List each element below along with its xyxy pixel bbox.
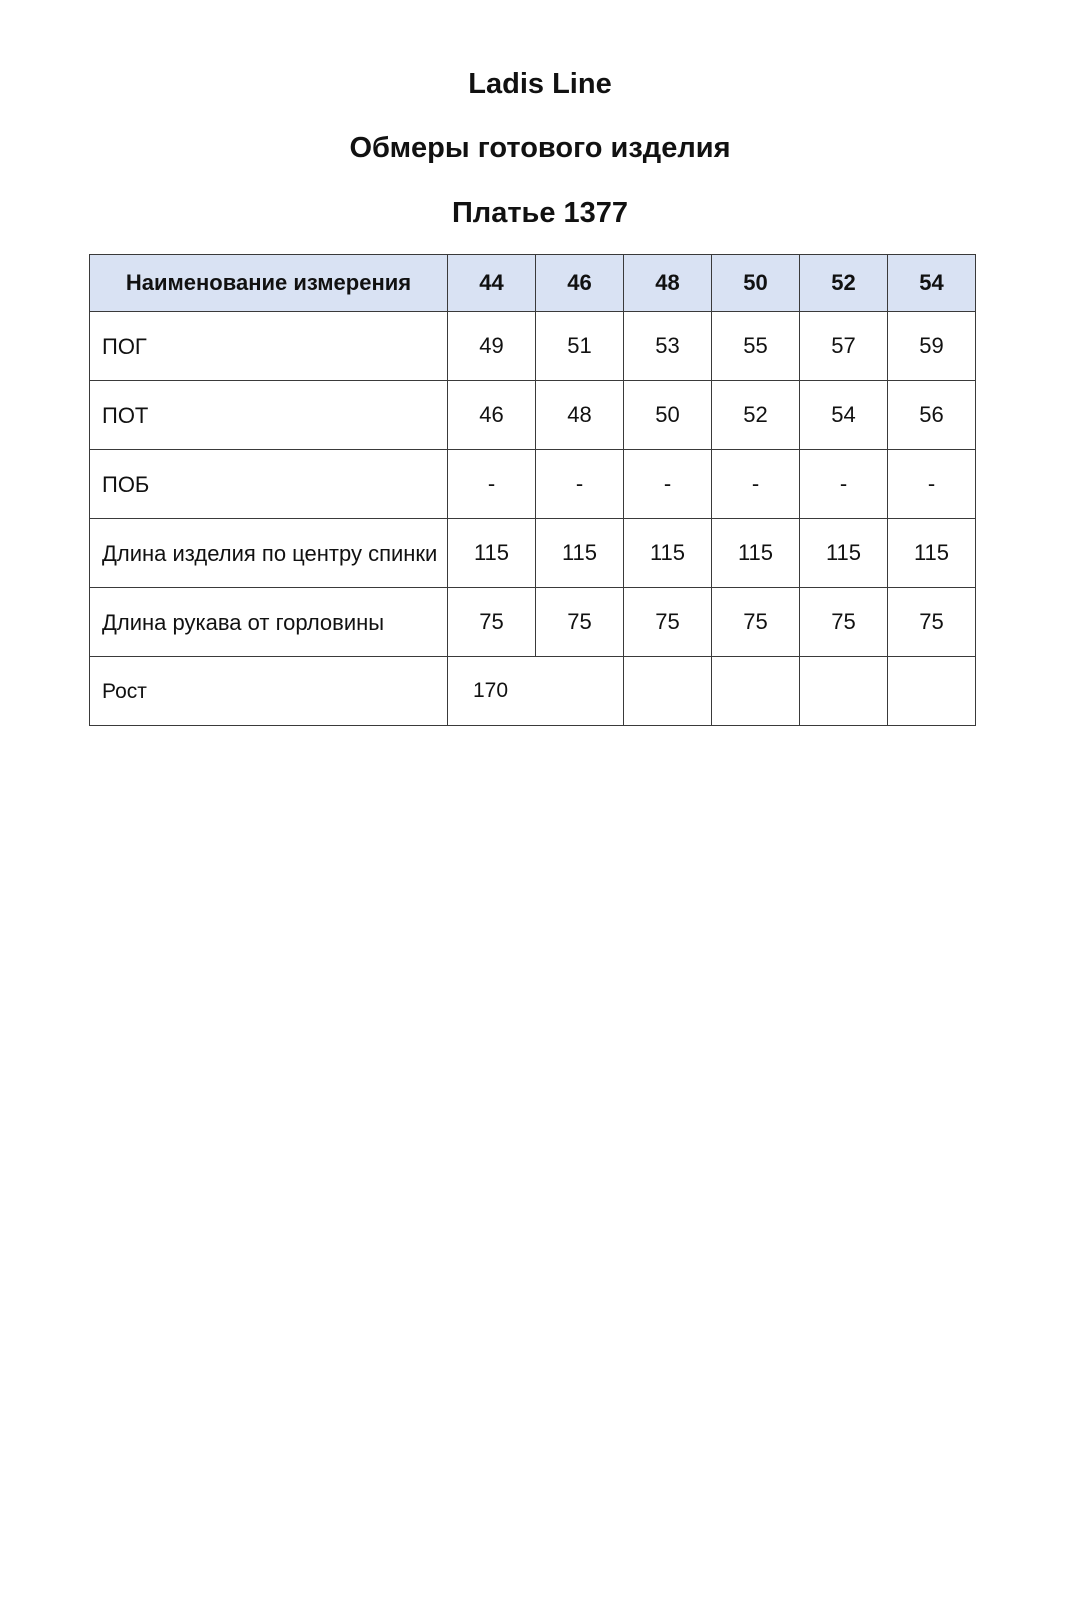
table-cell: 55 xyxy=(712,312,800,381)
document-subtitle: Обмеры готового изделия xyxy=(349,132,731,164)
header-size: 54 xyxy=(888,255,976,312)
table-row-height xyxy=(90,657,976,726)
table-row xyxy=(90,450,976,519)
table-cell: 115 xyxy=(536,519,624,588)
table-cell: 46 xyxy=(448,381,536,450)
height-value-cell: 170 xyxy=(448,657,624,726)
table-cell: 115 xyxy=(712,519,800,588)
table-cell: 57 xyxy=(800,312,888,381)
table-header-row xyxy=(90,255,976,312)
table-cell: - xyxy=(624,450,712,519)
table-cell: - xyxy=(712,450,800,519)
header-size: 50 xyxy=(712,255,800,312)
table-cell: 59 xyxy=(888,312,976,381)
header-size: 48 xyxy=(624,255,712,312)
table-cell: 53 xyxy=(624,312,712,381)
table-cell: 51 xyxy=(536,312,624,381)
empty-cell xyxy=(624,657,712,726)
table-cell: 49 xyxy=(448,312,536,381)
table-row xyxy=(90,312,976,381)
table-cell: - xyxy=(800,450,888,519)
table-cell: - xyxy=(536,450,624,519)
table-cell: 75 xyxy=(800,588,888,657)
row-label: ПОГ xyxy=(90,312,448,381)
empty-cell xyxy=(888,657,976,726)
table-cell: 75 xyxy=(448,588,536,657)
table-row xyxy=(90,381,976,450)
table-cell: 75 xyxy=(624,588,712,657)
row-label: Рост xyxy=(90,657,448,726)
empty-cell xyxy=(712,657,800,726)
table-cell: 50 xyxy=(624,381,712,450)
table-cell: 115 xyxy=(800,519,888,588)
row-label: ПОТ xyxy=(90,381,448,450)
table-cell: 56 xyxy=(888,381,976,450)
header-measurement-name: Наименование измерения xyxy=(90,255,448,312)
table-cell: - xyxy=(888,450,976,519)
table-cell: 115 xyxy=(624,519,712,588)
brand-title: Ladis Line xyxy=(468,68,612,100)
header-size: 44 xyxy=(448,255,536,312)
row-label: Длина рукава от горловины xyxy=(90,588,448,657)
table-cell: 54 xyxy=(800,381,888,450)
table-cell: 115 xyxy=(448,519,536,588)
table-cell: - xyxy=(448,450,536,519)
header-size: 46 xyxy=(536,255,624,312)
row-label: ПОБ xyxy=(90,450,448,519)
empty-cell xyxy=(800,657,888,726)
table-cell: 75 xyxy=(712,588,800,657)
row-label: Длина изделия по центру спинки xyxy=(90,519,448,588)
table-cell: 115 xyxy=(888,519,976,588)
table-row xyxy=(90,519,976,588)
header-size: 52 xyxy=(800,255,888,312)
table-row xyxy=(90,588,976,657)
table-cell: 75 xyxy=(888,588,976,657)
model-title: Платье 1377 xyxy=(451,197,629,229)
table-cell: 48 xyxy=(536,381,624,450)
table-cell: 52 xyxy=(712,381,800,450)
measurements-table xyxy=(89,254,976,726)
table-cell: 75 xyxy=(536,588,624,657)
